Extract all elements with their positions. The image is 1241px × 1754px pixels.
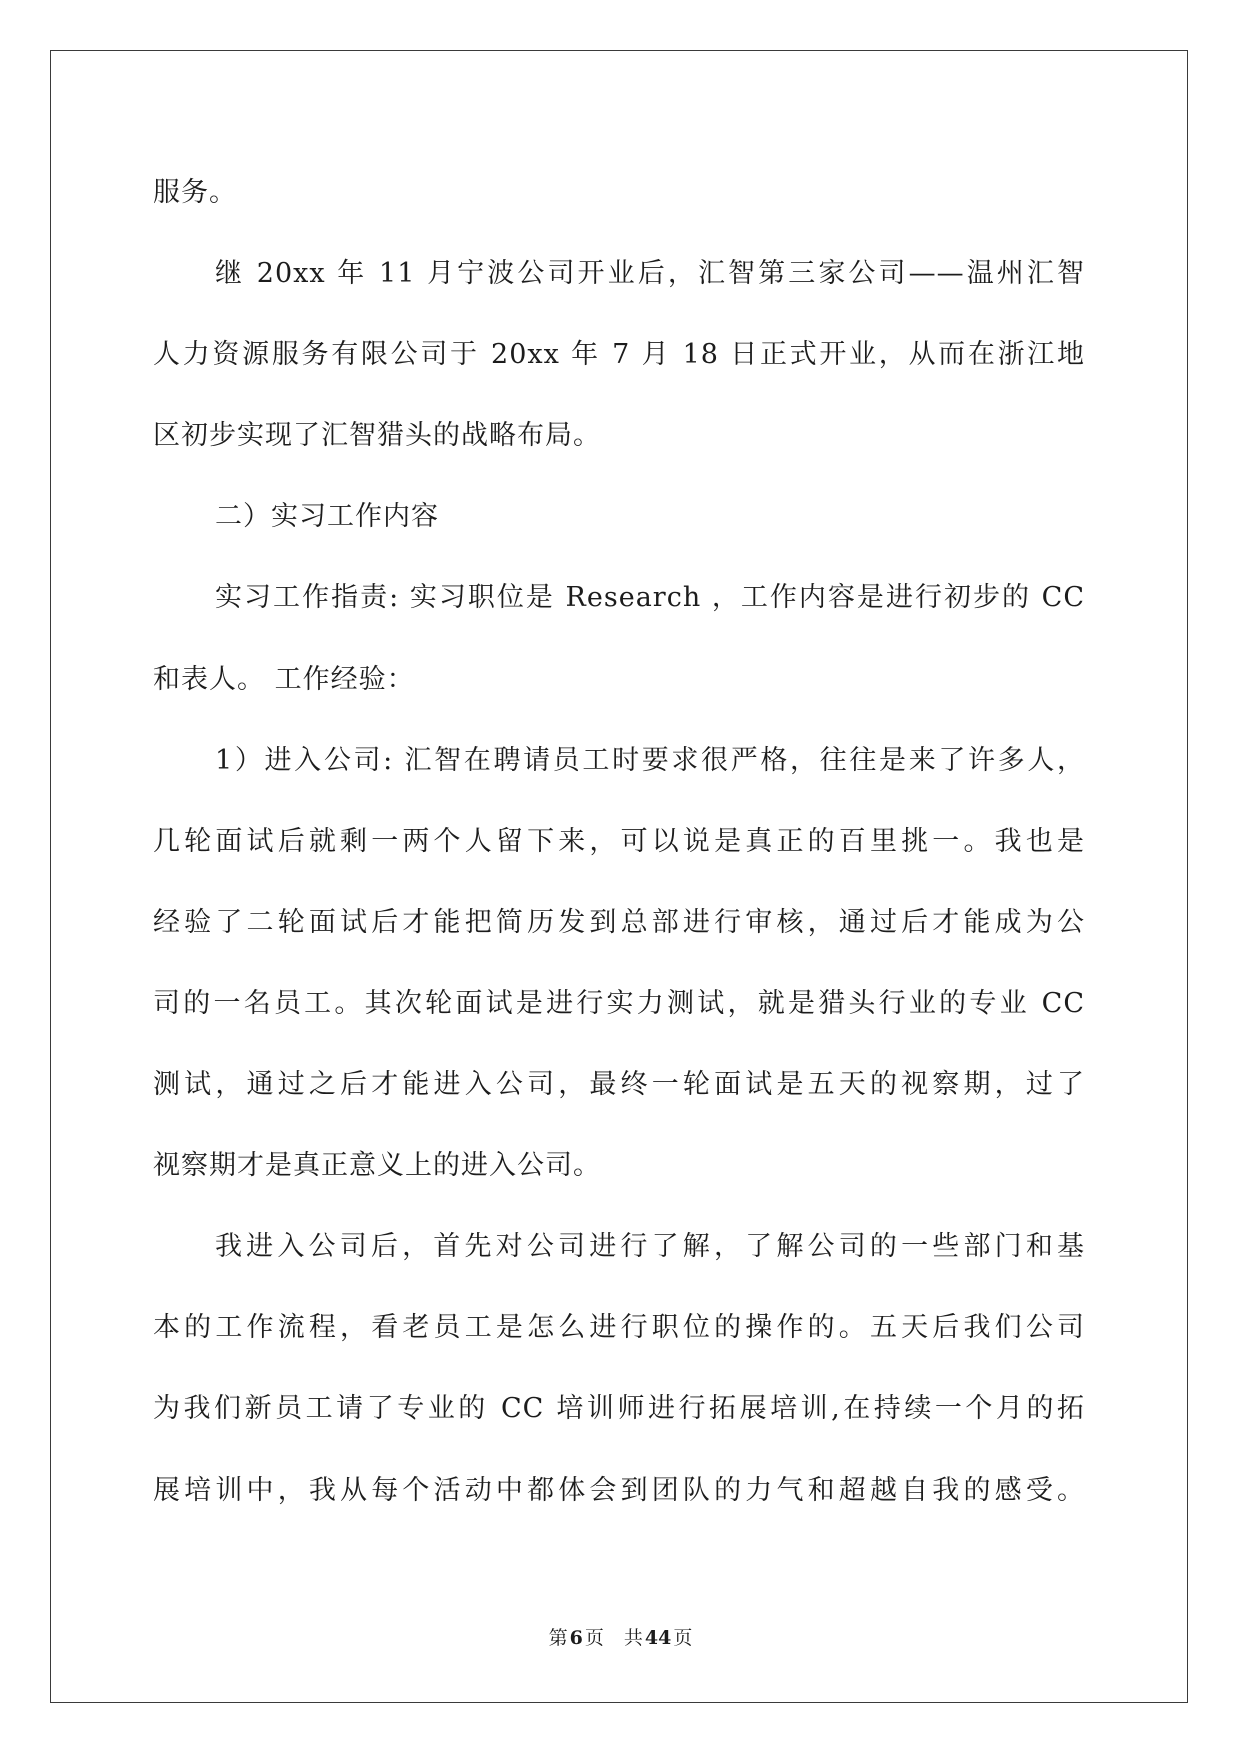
text-line: 和表人。 工作经验： xyxy=(153,663,415,695)
text-line: 几轮面试后就剩一两个人留下来，可以说是真正的百里挑一。我也是 xyxy=(153,825,1085,857)
section-heading xyxy=(153,476,1085,557)
page-prefix: 第 xyxy=(548,1627,568,1649)
current-page: 6 xyxy=(569,1627,583,1649)
text-line: 1）进入公司: 汇智在聘请员工时要求很严格，往往是来了许多人， xyxy=(215,744,1085,776)
page-suffix: 页 xyxy=(584,1627,604,1649)
text-line: 测试，通过之后才能进入公司，最终一轮面试是五天的视察期，过了 xyxy=(153,1069,1085,1101)
text-line: 我进入公司后，首先对公司进行了解，了解公司的一些部门和基 xyxy=(215,1231,1085,1263)
text-line: 展培训中，我从每个活动中都体会到团队的力气和超越自我的感受。 xyxy=(153,1474,1085,1506)
text-line: 服务。 xyxy=(153,177,237,208)
heading-line: 二）实习工作内容 xyxy=(215,501,439,533)
page-footer xyxy=(0,1625,1241,1651)
paragraph xyxy=(153,233,1085,476)
paragraph xyxy=(153,557,1085,719)
text-line: 继 20xx 年 11 月宁波公司开业后，汇智第三家公司——温州汇智 xyxy=(215,258,1085,290)
paragraph-continuation xyxy=(153,152,1085,233)
text-line: 人力资源服务有限公司于 20xx 年 7 月 18 日正式开业，从而在浙江地 xyxy=(153,339,1085,371)
document-body xyxy=(153,152,1085,1531)
text-line: 区初步实现了汇智猎头的战略布局。 xyxy=(153,420,601,452)
total-prefix: 共 xyxy=(623,1627,643,1649)
total-pages: 44 xyxy=(644,1627,672,1649)
paragraph xyxy=(153,720,1085,1207)
total-suffix: 页 xyxy=(673,1627,693,1649)
text-line: 经验了二轮面试后才能把简历发到总部进行审核，通过后才能成为公 xyxy=(153,906,1085,938)
text-line: 本的工作流程，看老员工是怎么进行职位的操作的。五天后我们公司 xyxy=(153,1312,1085,1344)
text-line: 为我们新员工请了专业的 CC 培训师进行拓展培训,在持续一个月的拓 xyxy=(153,1393,1085,1425)
paragraph xyxy=(153,1206,1085,1530)
page-number xyxy=(549,1627,604,1649)
page-total xyxy=(624,1627,692,1649)
text-line: 实习工作指责: 实习职位是 Research ，工作内容是进行初步的 CC xyxy=(215,582,1085,614)
text-line: 视察期才是真正意义上的进入公司。 xyxy=(153,1150,601,1182)
text-line: 司的一名员工。其次轮面试是进行实力测试，就是猎头行业的专业 CC xyxy=(153,987,1085,1019)
